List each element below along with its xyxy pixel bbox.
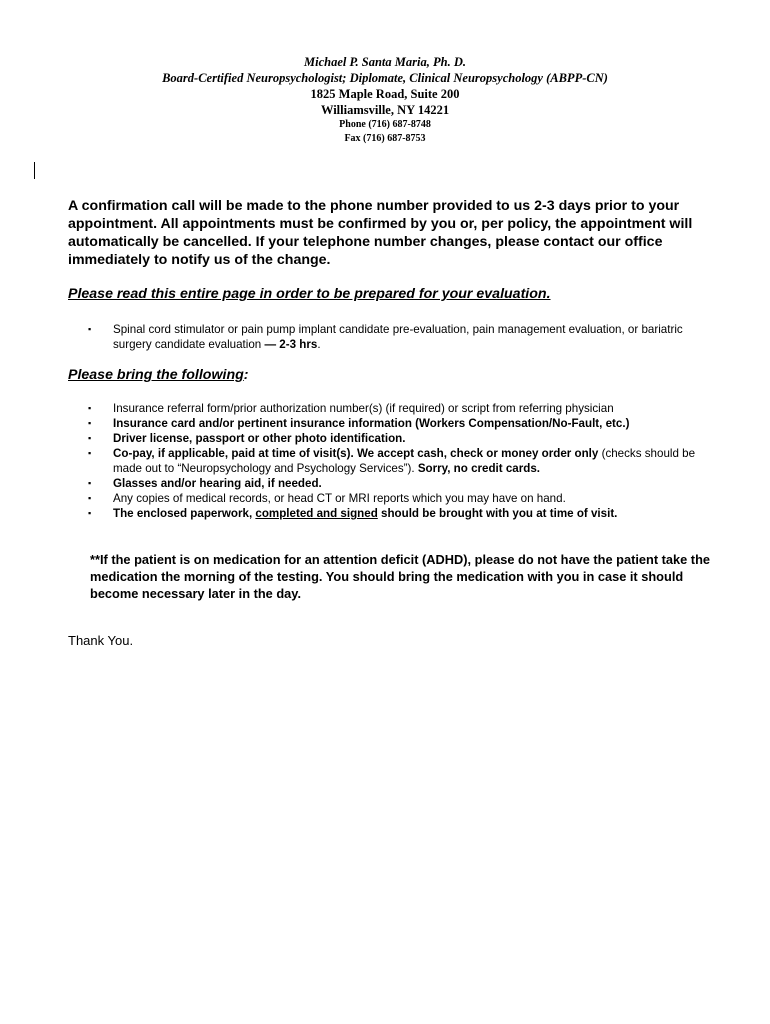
paperwork-post-text: should be brought with you at time of visit. xyxy=(377,507,618,520)
list-item xyxy=(88,431,708,446)
list-item xyxy=(88,416,708,431)
section-heading-colon: : xyxy=(243,367,249,383)
list-item xyxy=(88,401,708,416)
bullet-icon: ▪ xyxy=(88,508,92,518)
list-item xyxy=(88,476,708,491)
paperwork-underlined-text: completed and signed xyxy=(255,507,378,520)
paperwork-pre-text: The enclosed paperwork, xyxy=(113,507,256,520)
adhd-medication-note: **If the patient is on medication for an attention deficit (ADHD), please do not have the patient take the medication the morning of the testing. You should bring the medication with you in case it should become necessary later in the day. xyxy=(90,552,711,601)
closing-text: Thank You. xyxy=(68,633,134,648)
text-cursor xyxy=(34,162,35,179)
bring-list xyxy=(88,401,708,521)
list-item-text: Glasses and/or hearing aid, if needed. xyxy=(113,477,322,490)
list-item xyxy=(88,322,708,352)
city-state-zip: Williamsville, NY 14221 xyxy=(320,103,450,117)
copay-text: Co-pay, if applicable, paid at time of visit(s). We accept cash, check or money order only xyxy=(113,447,599,460)
duration-text: — 2-3 hrs xyxy=(264,338,318,351)
bullet-icon: ▪ xyxy=(88,403,92,413)
section-heading-prepare-text: Please read this entire page in order to be prepared for your evaluation. xyxy=(68,286,551,302)
bullet-icon: ▪ xyxy=(88,493,92,503)
list-item-text: Driver license, passport or other photo identification. xyxy=(113,432,406,445)
list-item xyxy=(88,506,708,521)
phone-number: Phone (716) 687-8748 xyxy=(339,119,431,130)
confirmation-notice: A confirmation call will be made to the phone number provided to us 2-3 days prior to your appointment. All appointments must be confirmed by you or, per policy, the appointment will automatically be cancelled. If your telephone number changes, please contact our office immediately to notify us of the change. xyxy=(68,198,693,268)
list-item xyxy=(88,446,708,476)
doctor-title: Board-Certified Neuropsychologist; Diplomate, Clinical Neuropsychology (ABPP-CN) xyxy=(162,71,608,85)
checks-note-text: (checks should be made out to “Neuropsychology and Psychology Services”). xyxy=(113,447,696,475)
list-item-text: Spinal cord stimulator or pain pump implant candidate pre-evaluation, pain management evaluation, or bariatric surgery candidate evaluation xyxy=(113,323,683,351)
bullet-icon: ▪ xyxy=(88,324,92,334)
section-heading-prepare xyxy=(68,286,551,302)
evaluation-list xyxy=(88,322,708,352)
bullet-icon: ▪ xyxy=(88,433,92,443)
section-heading-bring-text: Please bring the following xyxy=(68,367,244,383)
doctor-name: Michael P. Santa Maria, Ph. D. xyxy=(304,55,466,69)
bullet-icon: ▪ xyxy=(88,418,92,428)
letterhead xyxy=(0,54,770,146)
list-item-text: Insurance referral form/prior authorization number(s) (if required) or script from referring physician xyxy=(113,402,614,415)
fax-number: Fax (716) 687-8753 xyxy=(344,133,426,144)
bullet-icon: ▪ xyxy=(88,478,92,488)
list-item-text: Insurance card and/or pertinent insurance information (Workers Compensation/No-Fault, etc.) xyxy=(113,417,630,430)
bullet-icon: ▪ xyxy=(88,448,92,458)
list-item xyxy=(88,491,708,506)
list-item-text: Any copies of medical records, or head CT or MRI reports which you may have on hand. xyxy=(113,492,566,505)
no-credit-text: Sorry, no credit cards. xyxy=(417,462,541,475)
section-heading-bring xyxy=(68,367,249,383)
list-item-end: . xyxy=(317,338,321,351)
street-address: 1825 Maple Road, Suite 200 xyxy=(310,87,460,101)
